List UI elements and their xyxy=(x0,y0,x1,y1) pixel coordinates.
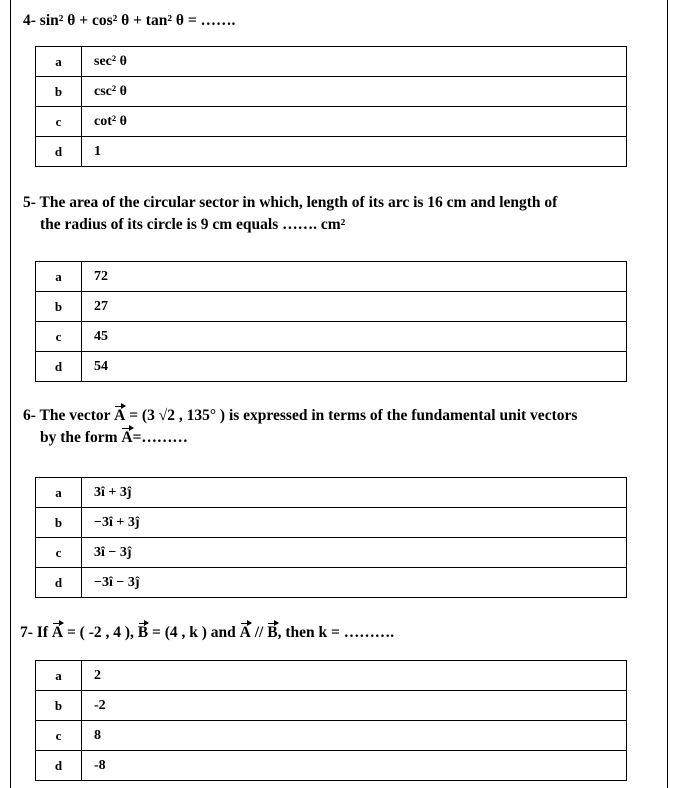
option-row-c[interactable] xyxy=(36,538,627,568)
question-5 xyxy=(23,192,557,236)
option-row-c[interactable] xyxy=(36,322,627,352)
option-answer: −3î − 3ĵ xyxy=(82,568,627,598)
option-letter: b xyxy=(36,292,82,322)
question-text-expr: = (3 √2 , 135° ) is expressed in terms of the fundamental unit vectors xyxy=(129,407,578,424)
question-7 xyxy=(20,622,394,644)
question-4 xyxy=(23,10,235,32)
vector-b-symbol: B xyxy=(267,622,277,644)
options-table-q6 xyxy=(35,477,627,598)
option-letter: b xyxy=(36,691,82,721)
option-letter: a xyxy=(36,661,82,691)
option-row-a[interactable] xyxy=(36,47,627,77)
question-text-line2-post: =……… xyxy=(132,429,188,446)
options-table-q7 xyxy=(35,660,627,781)
option-row-a[interactable] xyxy=(36,262,627,292)
question-text-line2: the radius of its circle is 9 cm equals ……. cm² xyxy=(40,216,346,233)
question-text-line1: The area of the circular sector in which, length of its arc is 16 cm and length of xyxy=(39,194,558,211)
vector-a-symbol: A xyxy=(52,622,63,644)
options-table-q5 xyxy=(35,261,627,382)
question-text-pre: The vector xyxy=(39,407,111,424)
question-number: 6- xyxy=(23,407,36,424)
option-answer: 45 xyxy=(82,322,627,352)
question-number: 4- xyxy=(23,12,36,29)
option-answer: 2 xyxy=(82,661,627,691)
option-answer: 1 xyxy=(82,137,627,167)
option-letter: a xyxy=(36,262,82,292)
parallel-symbol: // xyxy=(254,624,264,641)
vector-b-symbol: B xyxy=(138,622,148,644)
option-letter: a xyxy=(36,478,82,508)
option-row-d[interactable] xyxy=(36,568,627,598)
option-letter: b xyxy=(36,508,82,538)
option-answer: 72 xyxy=(82,262,627,292)
question-text: sin² θ + cos² θ + tan² θ = ……. xyxy=(39,12,236,29)
option-answer: csc² θ xyxy=(82,77,627,107)
option-letter: c xyxy=(36,322,82,352)
option-letter: d xyxy=(36,568,82,598)
option-row-b[interactable] xyxy=(36,292,627,322)
option-letter: c xyxy=(36,538,82,568)
option-answer: −3î + 3ĵ xyxy=(82,508,627,538)
option-row-b[interactable] xyxy=(36,77,627,107)
question-text-line2-pre: by the form xyxy=(40,429,118,446)
options-table-q4 xyxy=(35,46,627,167)
option-answer: cot² θ xyxy=(82,107,627,137)
option-answer: 8 xyxy=(82,721,627,751)
question-number: 5- xyxy=(23,194,36,211)
option-letter: b xyxy=(36,77,82,107)
option-answer: -2 xyxy=(82,691,627,721)
question-number: 7- xyxy=(20,624,33,641)
option-row-c[interactable] xyxy=(36,721,627,751)
vector-a-symbol: A xyxy=(114,405,125,427)
option-row-b[interactable] xyxy=(36,691,627,721)
question-6 xyxy=(23,405,577,449)
option-letter: d xyxy=(36,352,82,382)
vector-a-symbol: A xyxy=(240,622,251,644)
option-letter: c xyxy=(36,721,82,751)
option-row-d[interactable] xyxy=(36,352,627,382)
option-answer: -8 xyxy=(82,751,627,781)
option-answer: sec² θ xyxy=(82,47,627,77)
question-text-if: If xyxy=(36,624,48,641)
option-row-d[interactable] xyxy=(36,751,627,781)
option-answer: 54 xyxy=(82,352,627,382)
option-row-a[interactable] xyxy=(36,661,627,691)
option-answer: 3î − 3ĵ xyxy=(82,538,627,568)
option-row-a[interactable] xyxy=(36,478,627,508)
option-row-d[interactable] xyxy=(36,137,627,167)
question-text-end: , then k = ………. xyxy=(277,624,395,641)
option-letter: d xyxy=(36,137,82,167)
option-letter: d xyxy=(36,751,82,781)
option-answer: 27 xyxy=(82,292,627,322)
vector-a-symbol: A xyxy=(121,427,132,449)
option-letter: c xyxy=(36,107,82,137)
question-text-b: = (4 , k ) and xyxy=(152,624,236,641)
question-text-a: = ( -2 , 4 ), xyxy=(66,624,134,641)
option-row-c[interactable] xyxy=(36,107,627,137)
option-row-b[interactable] xyxy=(36,508,627,538)
option-answer: 3î + 3ĵ xyxy=(82,478,627,508)
option-letter: a xyxy=(36,47,82,77)
